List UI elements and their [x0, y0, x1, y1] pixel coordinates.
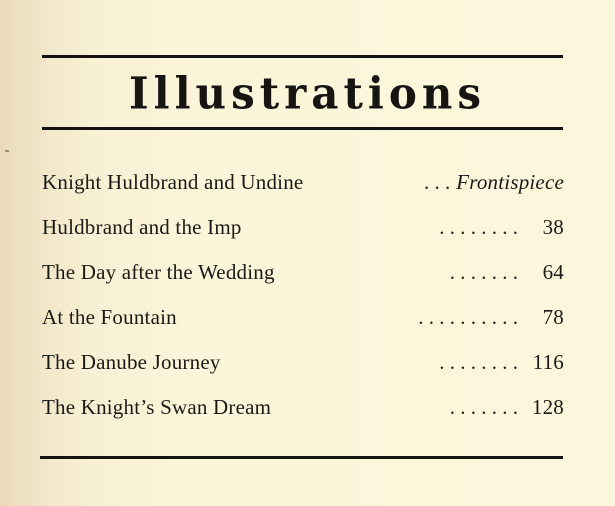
- list-item: [42, 205, 564, 250]
- list-item: [42, 295, 564, 340]
- list-item: [42, 340, 564, 385]
- illustration-title: Knight Huldbrand and Undine: [42, 170, 304, 194]
- list-item: [42, 385, 564, 430]
- illustration-page: 128: [531, 395, 564, 419]
- list-item: [42, 160, 564, 205]
- dot-leader: . . . . . . . . . .: [418, 305, 518, 329]
- illustration-page: 38: [542, 215, 564, 239]
- paper-speck: [5, 150, 9, 152]
- dot-leader: . . . . . . .: [449, 260, 518, 284]
- illustration-title: The Day after the Wedding: [42, 260, 275, 284]
- dot-leader: . . . . . . . .: [439, 350, 518, 374]
- page-title: Illustrations: [128, 67, 487, 120]
- illustration-title: The Knight’s Swan Dream: [42, 395, 272, 419]
- dot-leader: . . . . . . . .: [439, 215, 518, 239]
- title-rule: [42, 127, 563, 130]
- bottom-rule: [40, 456, 563, 459]
- dot-leader: . . .: [423, 170, 451, 194]
- illustration-title: At the Fountain: [42, 305, 177, 329]
- illustration-title: Huldbrand and the Imp: [42, 215, 242, 239]
- illustration-page: 116: [532, 350, 564, 374]
- list-item: [42, 250, 564, 295]
- illustration-page: 64: [542, 260, 564, 284]
- illustration-page: 78: [542, 305, 564, 329]
- dot-leader: . . . . . . .: [449, 395, 518, 419]
- illustration-title: The Danube Journey: [42, 350, 221, 374]
- illustrations-list: [42, 160, 564, 430]
- top-rule: [42, 55, 563, 58]
- illustration-page: Frontispiece: [456, 170, 564, 194]
